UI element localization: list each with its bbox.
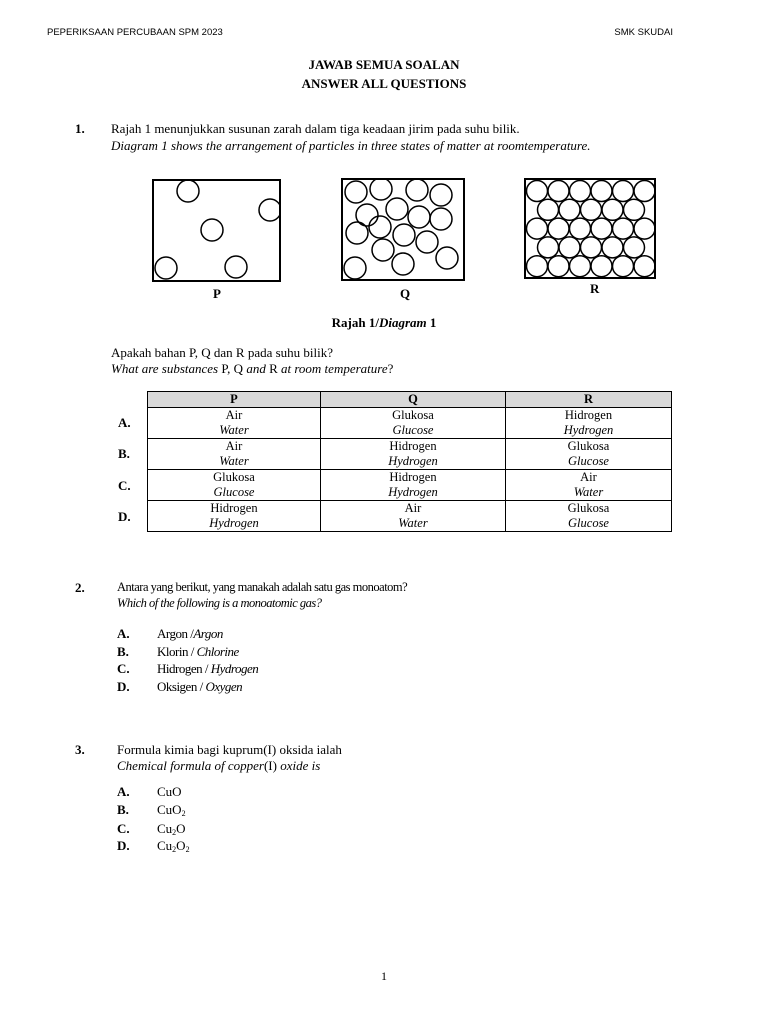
particle (416, 231, 438, 253)
q1-number: 1. (75, 121, 85, 136)
q2-option-b: Klorin / Chlorine (157, 644, 239, 659)
q1-option-label: A. (118, 415, 131, 430)
particle (155, 257, 177, 279)
table-cell: Hidrogen Hydrogen (321, 470, 506, 501)
q3-option-label: D. (117, 838, 130, 853)
table-cell: Air Water (148, 408, 321, 439)
q2-option-label: B. (117, 644, 129, 659)
table-row (148, 501, 672, 532)
q3-option-label: C. (117, 821, 130, 836)
table-cell: Glukosa Glucose (506, 501, 672, 532)
q2-option-c: Hidrogen / Hydrogen (157, 661, 259, 676)
particle (613, 256, 634, 277)
particle (201, 219, 223, 241)
q2-number: 2. (75, 580, 85, 595)
particle (591, 256, 612, 277)
particle (602, 237, 623, 258)
particle (408, 206, 430, 228)
particle (581, 199, 602, 220)
q2-option-a: Argon /Argon (157, 626, 223, 641)
particle (570, 218, 591, 239)
particle (345, 181, 367, 203)
diagram-box-r (524, 178, 656, 279)
q2-stem-malay: Antara yang berikut, yang manakah adalah satu gas monoatom? (117, 580, 408, 594)
diagram-label-p: P (213, 286, 221, 301)
q3-option-b: CuO$_2$ (157, 802, 186, 818)
table-header: Q (321, 392, 506, 408)
table-header: P (148, 392, 321, 408)
q3-option-d: $Cu_2O_2$ (157, 838, 190, 854)
q3-number: 3. (75, 742, 85, 757)
table-cell: Glukosa Glucose (148, 470, 321, 501)
particle (436, 247, 458, 269)
particle (548, 181, 569, 202)
q3-option-a: CuO (157, 784, 182, 799)
diagram-caption: Rajah 1/Diagram 1 (331, 315, 437, 330)
particle (386, 198, 408, 220)
particle (225, 256, 247, 278)
table-cell: Glukosa Glucose (321, 408, 506, 439)
particle (369, 216, 391, 238)
particle (406, 180, 428, 201)
q1-question-english: What are substances P, Q and R at room temperature? (111, 361, 394, 376)
particle (591, 218, 612, 239)
table-cell: Air Water (148, 439, 321, 470)
particle (370, 180, 392, 200)
table-cell: Hidrogen Hydrogen (506, 408, 672, 439)
q1-stem-malay: Rajah 1 menunjukkan susunan zarah dalam tiga keadaan jirim pada suhu bilik. (111, 121, 520, 136)
q1-stem-english: Diagram 1 shows the arrangement of particles in three states of matter at roomtemperature. (111, 138, 591, 153)
particle (634, 256, 654, 277)
particles-r (526, 180, 654, 277)
particles-p (154, 181, 279, 280)
q2-stem-english: Which of the following is a monoatomic gas? (117, 596, 322, 610)
particle (613, 218, 634, 239)
particle (372, 239, 394, 261)
particle (538, 199, 559, 220)
q3-stem-malay: Formula kimia bagi kuprum(I) oksida ialah (117, 742, 342, 757)
particle (591, 181, 612, 202)
particle (177, 181, 199, 202)
particle (559, 199, 580, 220)
particle (527, 256, 548, 277)
diagram-box-q (341, 178, 465, 281)
q2-option-d: Oksigen / Oxygen (157, 679, 243, 694)
particle (344, 257, 366, 279)
table-row (148, 408, 672, 439)
particle (602, 199, 623, 220)
table-header: R (506, 392, 672, 408)
q2-option-label: C. (117, 661, 130, 676)
q2-option-label: D. (117, 679, 130, 694)
table-row (148, 470, 672, 501)
particle (346, 222, 368, 244)
instruction-english: ANSWER ALL QUESTIONS (301, 76, 467, 91)
particle (559, 237, 580, 258)
particle (527, 218, 548, 239)
particle (430, 208, 452, 230)
q1-option-label: B. (118, 446, 130, 461)
diagram-label-r: R (590, 281, 600, 296)
instruction-malay: JAWAB SEMUA SOALAN (308, 57, 460, 72)
particle (527, 181, 548, 202)
q3-option-label: A. (117, 784, 130, 799)
particle (613, 181, 634, 202)
q3-stem-english: Chemical formula of copper(I) oxide is (117, 758, 321, 773)
particle (430, 184, 452, 206)
particle (634, 181, 654, 202)
particles-q (343, 180, 463, 279)
particle (538, 237, 559, 258)
header-exam-title: PEPERIKSAAN PERCUBAAN SPM 2023 (47, 27, 223, 38)
diagram-label-q: Q (400, 286, 411, 301)
particle (548, 256, 569, 277)
page-number: 1 (381, 969, 387, 983)
q2-option-label: A. (117, 626, 130, 641)
particle (259, 199, 279, 221)
particle (624, 237, 645, 258)
particle (393, 224, 415, 246)
table-cell: Air Water (506, 470, 672, 501)
particle (548, 218, 569, 239)
q1-option-label: D. (118, 509, 131, 524)
particle (570, 181, 591, 202)
q3-option-label: B. (117, 802, 129, 817)
table-cell: Hidrogen Hydrogen (148, 501, 321, 532)
table-cell: Glukosa Glucose (506, 439, 672, 470)
q1-answer-table (147, 391, 672, 532)
q1-option-label: C. (118, 478, 131, 493)
particle (634, 218, 654, 239)
table-cell: Air Water (321, 501, 506, 532)
table-header-row (148, 392, 672, 408)
q3-option-c: $Cu_2O$ (157, 821, 186, 837)
diagram-box-p (152, 179, 281, 282)
particle (581, 237, 602, 258)
particle (392, 253, 414, 275)
header-school-name: SMK SKUDAI (614, 27, 673, 38)
particle (624, 199, 645, 220)
table-row (148, 439, 672, 470)
particle (570, 256, 591, 277)
q1-question-malay: Apakah bahan P, Q dan R pada suhu bilik? (111, 345, 334, 360)
table-cell: Hidrogen Hydrogen (321, 439, 506, 470)
